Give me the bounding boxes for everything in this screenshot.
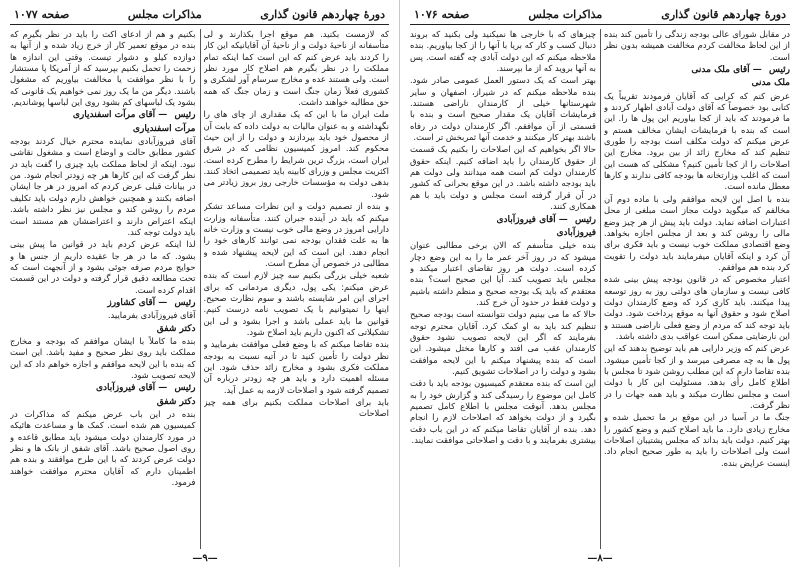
left-page-column-left — [10, 29, 196, 549]
speech-paragraph: جنگ ما در آسیا در این موقع بر ما تحمیل شده و مخارج زیادی دارد. ما باید اصلاح کنیم و وضع کشور را بهتر کنیم. دولت باید بداند که مجلس پشتیبان اصلاحات است ولی اصلاحات را باید به طور صحیح انجام داد. اینست عرایض بنده. — [604, 412, 790, 468]
speech-paragraph: عرض کنم که کرایی که آقایان فرمودند تقریباً یک کتابی بود خصوصاً که آقای دولت آبادی اظهار کردند و ما فرمودند که باید از کجا بیاوریم این پول ها را. این است که بنده با فرمایشات ایشان مخالف هستم و عرض میکنم که دولت مکلف است بودجه را طوری تنظیم کند که مخارج زائد از بین برود. مخارج این اصلاحات را از کجا تأمین کنیم؟ مشکلی که هست این است که اغلب وزارتخانه ها بودجه کافی ندارند و کارها معطل مانده است. — [604, 90, 790, 192]
speaker-role: ملک مدنی — [751, 78, 790, 89]
column-divider — [600, 29, 601, 549]
speech-paragraph: حالا اگر بخواهیم که این اصلاحات را بکنیم یک قسمت از حقوق کارمندان را باید اضافه کنیم. اینکه حقوق کارمندان دولت کم است همه میدانند ولی دولت هم باید بودجه داشته باشد. در این موقع بحرانی که کشور در آن قرار گرفته است مجلس و دولت باید با هم همکاری کنند. — [410, 144, 596, 212]
speaker-heading — [410, 215, 596, 226]
speech-paragraph: بنده تقاضا میکنم که با وضع فعلی موافقت بفرمایید و نظر دولت را تأمین کنید تا در آتیه نسبت به بودجه مملکت فکری بشود و مخارج زائد حذف شود. این مسئله اهمیت دارد و باید هر چه زودتر درباره آن تصمیم گرفته شود و اصلاحات لازمه به عمل آید. — [203, 339, 389, 395]
speech-paragraph: و بنده از تصمیم دولت و این نظرات مساعد تشکر میکنم که باید در آینده جبران کنند. متأسفانه وزارت دارایی امروز در وضع مالی خوب نیست و وزارت خانه ها به علت فقدان بودجه نمی توانند کارهای خود را انجام دهند. این است که این لایحه پیشنهاد شده و مطالبی در خصوص آن مطرح است. — [203, 201, 389, 268]
speech-paragraph: آقای فیروزآبادی بفرمایید. — [107, 310, 196, 321]
speech-paragraph: بنده در این باب عرض میکنم که مذاکرات در کمیسیون هم شده است. کمک ها و مساعدت هائیکه در مورد کارمندان دولت میشود باید مطابق قاعده و روی اصول صحیح باشد. آقای شفق از بانک ها و نظر دولت عرض کردند که با این طرح موافقند و بنده هم اطمینان دارم که آقایان محترم موافقت خواهند فرمود. — [10, 409, 196, 488]
speech-paragraph: چیزهای که با خارجی ها نمیکنید ولی بکنید که بروند دنبال کسب و کار که بریا با آنها را از کجا بیاوریم. بنده ملاحظه میکنم که این دولت آبادی چه گفته است. پس به آنها بروید که از ما بپرسند. — [410, 29, 596, 74]
speech-paragraph: بهتر است که یک دستور العمل عمومی صادر شود. بنده ملاحظه میکنم که در شیراز، اصفهان و سایر شهرستانها خیلی از کارمندان ناراضی هستند. فرمایشات آقایان یک مقدار صحیح است و بنده با قسمتی از آن موافقم. اگر کارمندان دولت در رفاه باشند بهتر کار میکنند و خدمت آنها ثمربخش تر است. — [410, 75, 596, 143]
left-page-session: دورهٔ چهاردهم قانون گذاری — [260, 8, 385, 21]
right-page-header — [410, 6, 790, 25]
speech-paragraph: در مقابل شورای عالی بودجه زندگی را تأمین کند بنده از این لحاظ مخالفت کردم مخالفت همیشه بدون نظر است. — [604, 29, 790, 62]
speaker-role: رئیس — [174, 297, 196, 308]
speech-paragraph: بکنیم و هم از ادعای اکت را باید در نظر بگیرم که بنده در موقع تعمیر کار از خرج زیاد شده و از آنها به دوازده کیلو و دشوار تیست. وقتی این اندازه ها زحمت را تحمل بکنیم بپرسید که از آمریکا پا مستشار را با نظر موافقت یا مخالفت بیاوریم که مشغول باشند. دیگر من ما یک روز نمی خواهیم یک قانونی که بشود یک لباسهای کم بشود روی این لباسها پوشاندیم. — [10, 29, 196, 108]
speech-paragraph: شعبه خیلی بزرگی بکنیم سه چیز لازم است که بنده عرض میکنم: یکی پول، دیگری مردمانی که برای اجرای این امر شایسته باشند و سوم نظارت صحیح. اینها را نمیتوانیم با یک تصویب نامه درست کنیم. قوانین ما باید عملی باشد و اجرا بشود و لی این تشکیلاتی که اکنون داریم باید اصلاح شود. — [203, 270, 389, 337]
speaker-role: مرآت اسفندیاری — [132, 123, 196, 134]
speech-paragraph: آقای فیروزآبادی نماینده محترم خیال کردند بودجه کشور مطابق حالت و اوضاع است و مشغول نقاشی نبود. اینکه از لحاظ مملکت باید چیزی را گفت باید در نظر گرفت که این کارها هر چه زودتر انجام شود. من در بیانات قبلی عرض کردم که امروز در هر جا ایشان اضافه بکنند و همچنین خواهش دارم دولت باید تکلیف مردم را روشن کند و مجلس نیز نظر داشته باشد. اینکه اعتراض دارند و اعتراضشان هم مستند است باید دولت توجه کند. — [10, 136, 196, 237]
speaker-role: دکتر شفق — [156, 323, 196, 334]
speech-paragraph: ملت ایران ما با این که یک مقداری از چای های را نگهداشته و به عنوان مالیات به دولت داده که بابت آن از محصول خود باید بپردازند و دولت را از این حیث محکوم کند. امروز کمیسیون نظامی که در شرق ایران است، بزرگ ترین شرایط را مطرح کرده است. اکثریت مجلس و وزرای کابینه باید تصمیمی اتخاذ کنند. بدهی دولت به مؤسسات خارجی روز بروز زیادتر می شود. — [203, 109, 389, 199]
speaker-separator: — — [555, 214, 571, 225]
left-page-column-right — [204, 29, 390, 549]
speech-paragraph: که لازمست بکنید. هم موقع اجرا بکذارند و لی متأسفانه از ناحیهٔ دولت و از ناحیهٔ آن آقایانیکه این کار را کردند باید عرض کنم که این است کما اینکه تمام مملکت را در نظر بگیرم هم اصلاح کار مورد نظر است. ولی هستند عده و مخارج سرسام آور لشکری و کشوری فعلاً زمان جنگ است و زمان جنگ که همه حق مطالبه خواهند داشت. — [203, 29, 389, 108]
speaker-heading — [10, 383, 196, 394]
speaker-heading — [10, 124, 196, 135]
left-page-footer: —۹— — [192, 553, 218, 564]
right-page-title: مذاکرات مجلس — [528, 8, 603, 21]
speaker-role: رئیس — [174, 383, 196, 394]
speech-paragraph: لذا اینکه عرض کردم باید در قوانین ما پیش بینی بشود. که ما در هر جا عقیده داریم از جنس ها و حوایج مردم صرفه جوئی بشود و از آنجهت است که تحت مطالعه دقیق قرار گرفته و دولت در این قسمت اقدام کرده است. — [10, 239, 196, 295]
speaker-heading — [410, 228, 596, 239]
speaker-role: دکتر شفق — [156, 396, 196, 407]
speech-paragraph: بنده خیلی متأسفم که الان برخی مطالبی عنوان میشود که در روز آخر عمر ما را به این وضع دچار کرده است. دولت هر روز تقاضای اعتبار میکند و مجلس باید تصویب کند. آیا این صحیح است؟ بنده معتقدم که باید یک بودجه صحیح و منظم داشته باشیم و دولت فقط در حدود آن خرج کند. — [410, 240, 596, 307]
speaker-separator: — — [155, 110, 171, 121]
speech-paragraph: اعتبار مخصوص که در قانون بودجه پیش بینی شده کافی نیست و سازمان های دولتی روز به روز توسعه پیدا میکنند. باید کاری کرد که وضع کارمندان دولت اصلاح شود و حقوق آنها به موقع پرداخت شود. دولت باید توجه کند که مردم از وضع فعلی ناراضی هستند و این نارضایتی ممکن است عواقب بدی داشته باشد. — [604, 274, 790, 341]
speaker-separator: — — [155, 383, 171, 394]
right-page — [400, 0, 800, 567]
left-page-title: مذاکرات مجلس — [127, 8, 202, 21]
speaker-name: آقای کشاورز — [107, 297, 156, 308]
column-divider — [200, 29, 201, 549]
speaker-role: رئیس — [768, 65, 790, 76]
right-page-footer: —۸— — [587, 553, 613, 564]
left-page-body — [10, 29, 389, 549]
speaker-heading — [604, 65, 790, 76]
speech-paragraph: باید برای اصلاحات مملکت بکنیم برای همه چیز اصلاحات — [203, 397, 389, 419]
speech-paragraph: بنده با اصل این لایحه موافقم ولی با ماده دوم آن مخالفم که میگوید دولت مجاز است مبلغی از محل اعتبارات اضافه نماید. دولت باید پیش از هر چیز وضع مالی را روشن کند و بعد از مجلس اجازه بخواهد. وضع اقتصادی مملکت خوب نیست و باید فکری برای آن کرد و اینکه آقایان میفرمایند باید دولت را تقویت کرد بنده هم موافقم. — [604, 193, 790, 272]
right-page-number: صفحه ۱۰۷۶ — [414, 8, 470, 21]
speaker-role: رئیس — [174, 110, 196, 121]
right-page-column-left — [410, 29, 596, 549]
right-page-session: دورهٔ چهاردهم قانون گذاری — [661, 8, 786, 21]
speaker-heading — [10, 110, 196, 121]
speaker-name: آقای مرآت اسفندیاری — [72, 110, 156, 121]
speaker-separator: — — [749, 65, 765, 76]
left-page-number: صفحه ۱۰۷۷ — [14, 8, 70, 21]
speaker-heading — [10, 324, 196, 335]
speaker-heading — [604, 78, 790, 89]
right-page-body — [410, 29, 790, 549]
left-page-header — [10, 6, 389, 25]
speech-paragraph: عرض کنم که وزیر دارایی هم باید توضیح بدهند که این پول ها به چه مصرفی میرسد و از کجا تأمین میشود. بنده تقاضا دارم که این مطلب روشن شود تا مجلس با اطلاع کامل رأی بدهد. مسئولیت این کار با دولت است و مجلس نظارت میکند و باید همه جهات را در نظر گرفت. — [604, 343, 790, 410]
speech-paragraph: بنده ما کاملاً با ایشان موافقم که بودجه و مخارج مملکت باید روی نظر صحیح و مفید باشد. این است که بنده با این لایحه موافقم و اجازه خواهم داد که این لایحه تصویب شود. — [10, 335, 196, 380]
speaker-separator: — — [155, 297, 171, 308]
speech-paragraph: این است که بنده معتقدم کمیسیون بودجه باید با دقت کامل این موضوع را رسیدگی کند و گزارش خود را به مجلس بدهد. آنوقت مجلس با اطلاع کامل تصمیم بگیرد و از دولت بخواهد که اصلاحات لازم را انجام دهد. بنده از آقایان تقاضا میکنم که در این باب دقت بیشتری بفرمایند و با دقت و اصلاحاتی موافقت نمایند. — [410, 378, 596, 446]
right-page-column-right — [604, 29, 790, 549]
speaker-role: فیروزآبادی — [556, 227, 596, 238]
speech-paragraph: حالا که ما می بینیم دولت نتوانسته است بودجه صحیح تنظیم کند باید به او کمک کرد. آقایان محترم توجه بفرمایند که اگر این لایحه تصویب نشود حقوق کارمندان عقب می افتد و کارها مختل میشود. این است که بنده پیشنهاد میکنم با این لایحه موافقت بشود و دولت را در اصلاحات تشویق کنیم. — [410, 309, 596, 376]
speaker-name: آقای فیروزآبادی — [496, 214, 556, 225]
speaker-role: رئیس — [574, 214, 596, 225]
speaker-name: آقای ملک مدنی — [691, 65, 750, 76]
speaker-heading — [10, 397, 196, 408]
speaker-heading — [10, 298, 196, 309]
speaker-name: آقای فیروزآبادی — [95, 383, 156, 394]
